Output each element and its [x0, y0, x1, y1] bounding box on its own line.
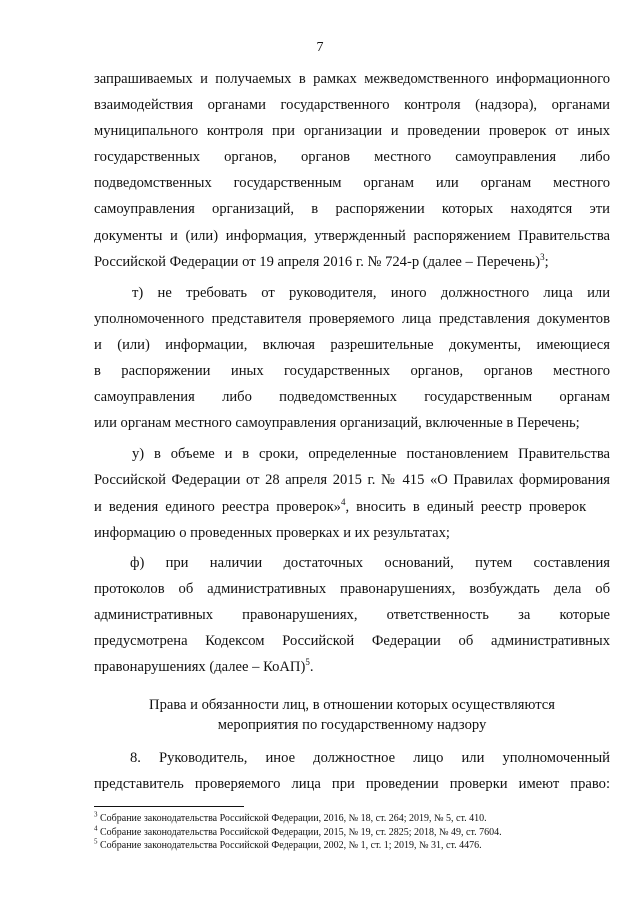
- text-span: правонарушениях (далее – КоАП): [94, 659, 306, 676]
- footnote-ref: 3: [540, 251, 545, 262]
- text-span: и ведения единого реестра проверок»: [94, 498, 341, 515]
- clause-8: [94, 745, 610, 797]
- text-line: предусмотрена Кодексом Российской Федерации об административных: [94, 632, 610, 649]
- text-line: уполномоченного представителя проверяемого лица представления документов: [94, 310, 610, 327]
- footnote-text: Собрание законодательства Российской Федерации, 2016, № 18, ст. 264; 2019, № 5, ст. 410.: [100, 813, 487, 824]
- text-span: ;: [544, 253, 549, 270]
- text-line: представитель проверяемого лица при проведении проверки имеют право:: [94, 776, 610, 793]
- text-line: протоколов об административных правонарушениях, возбуждать дела об: [94, 580, 610, 597]
- text-line: или органам местного самоуправления организаций, включенные в Перечень;: [94, 415, 580, 432]
- heading-line: мероприятия по государственному надзору: [217, 717, 487, 733]
- footnote-ref: 5: [305, 657, 310, 668]
- text-line: [94, 654, 610, 680]
- paragraph-t: [94, 280, 610, 437]
- text-line: в распоряжении иных государственных органов, органов местного: [94, 363, 610, 380]
- section-heading: [94, 695, 610, 735]
- page-number: 7: [316, 40, 324, 55]
- document-body: [94, 66, 610, 680]
- footnote-text: Собрание законодательства Российской Федерации, 2002, № 1, ст. 1; 2019, № 31, ст. 4476.: [100, 840, 482, 851]
- text-span: .: [309, 659, 314, 676]
- footnote: [94, 826, 610, 840]
- text-line: [94, 494, 610, 520]
- footnote-text: Собрание законодательства Российской Федерации, 2015, № 19, ст. 2825; 2018, № 49, ст. 7604.: [100, 826, 502, 838]
- footnote-divider: [94, 806, 244, 807]
- paragraph-continuation: [94, 66, 610, 275]
- footnotes: [94, 812, 610, 853]
- text-line: запрашиваемых и получаемых в рамках межведомственного информационного: [94, 71, 610, 87]
- text-line: ф) при наличии достаточных оснований, путем составления: [130, 554, 610, 571]
- text-line: государственных органов, органов местного самоуправления либо: [94, 149, 610, 166]
- text-line: самоуправления либо подведомственных государственным органам: [94, 389, 610, 406]
- text-line: самоуправления организаций, в распоряжении которых находятся эти: [94, 201, 610, 218]
- text-line: 8. Руководитель, иное должностное лицо или уполномоченный: [130, 750, 610, 766]
- text-line: т) не требовать от руководителя, иного должностного лица или: [132, 284, 610, 301]
- text-span: , вносить в единый реестр проверок: [345, 498, 587, 515]
- text-span: Российской Федерации от 19 апреля 2016 г. № 724-р (далее – Перечень): [94, 253, 541, 270]
- text-line: [94, 249, 610, 275]
- text-line: Российской Федерации от 28 апреля 2015 г. № 415 «О Правилах формирования: [94, 472, 610, 489]
- text-line: муниципального контроля при организации и проведении проверок от иных: [94, 123, 610, 140]
- text-line: административных правонарушениях, ответственность за которые: [94, 606, 610, 623]
- footnote-number: 5: [94, 837, 98, 846]
- paragraph-u: [94, 441, 610, 545]
- text-line: подведомственных государственным органам или органам местного: [94, 175, 610, 192]
- footnote-number: 3: [94, 810, 98, 819]
- footnote-ref: 4: [340, 496, 346, 507]
- paragraph-f: [94, 550, 610, 680]
- heading-line: Права и обязанности лиц, в отношении которых осуществляются: [149, 697, 555, 713]
- footnote: [94, 812, 610, 826]
- text-line: и (или) информации, включая разрешительные документы, имеющиеся: [94, 336, 610, 353]
- text-line: информацию о проведенных проверках и их результатах;: [94, 524, 450, 541]
- text-line: документы и (или) информация, утвержденный распоряжением Правительства: [94, 227, 610, 244]
- footnote-number: 4: [94, 824, 98, 833]
- text-line: взаимодействия органами государственного контроля (надзора), органами: [94, 97, 610, 114]
- footnote: [94, 839, 610, 853]
- text-line: у) в объеме и в сроки, определенные постановлением Правительства: [132, 446, 610, 463]
